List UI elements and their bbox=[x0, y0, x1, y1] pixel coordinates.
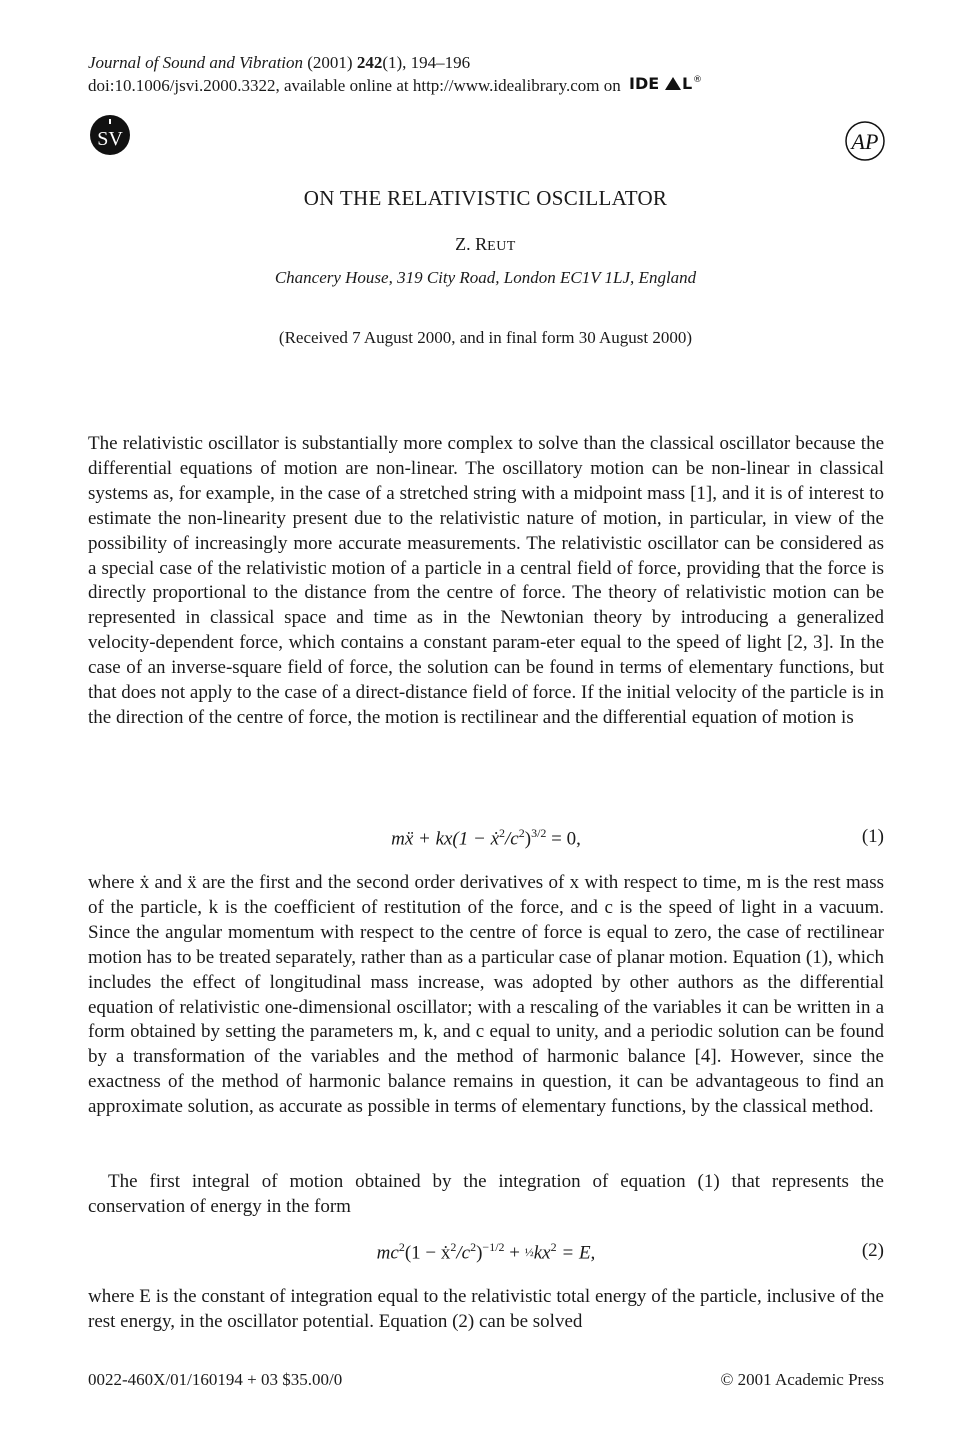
ideal-logo-text-right: L bbox=[681, 74, 693, 93]
paragraph-4: where E is the constant of integration equal to the relativistic total energy of the particle, inclusive of the rest energy, in the oscillator potential. Equation (2) can be solved bbox=[88, 1286, 884, 1332]
ideal-logo-text-left: IDE bbox=[628, 74, 660, 93]
journal-citation bbox=[88, 52, 470, 73]
sv-logo-letters: SV bbox=[97, 128, 123, 150]
author-initial: Z. R bbox=[455, 234, 488, 254]
author-surname: EUT bbox=[487, 239, 516, 254]
article-title: ON THE RELATIVISTIC OSCILLATOR bbox=[303, 186, 668, 210]
equation-1 bbox=[88, 826, 884, 852]
paragraph-2: where ẋ and ẍ are the first and the second order derivatives of x with respect to time, m is the rest mass of the particle, k is the coefficient of restitution of the force, and c is the speed of light in a vacuum. Since the angular momentum with respect to the centre of force is equal to zero, the case of rectilinear motion has to be treated separately, rather than as a particular case of planar motion. Equation (1), which includes the effect of longitudinal mass increase, was adopted by other authors as the differential equation of relativistic one-dimensional oscillator; with a rescaling of the variables it can be written in a form obtained by setting the parameters m, k, and c equal to unity, and a periodic solution can be found by a transformation of the variables and the method of harmonic balance [4]. However, since the exactness of the method of harmonic balance remains in question, it can be advantageous to find an approximate solution, as accurate as possible in terms of elementary functions, by the classical method. bbox=[88, 872, 884, 1118]
received-dates: (Received 7 August 2000, and in final form 30 August 2000) bbox=[278, 328, 693, 347]
paragraph-1: The relativistic oscillator is substantially more complex to solve than the classical oscillator because the differential equations of motion are non-linear. The oscillatory motion can be non-linear in classical systems as, for example, in the case of a stretched string with a midpoint mass [1], and it is of interest to estimate the non-linearity present due to the relativistic nature of motion, in particular, in view of the possibility of increasingly more accurate measurements. The relativistic oscillator can be considered as a special case of the relativistic motion of a particle in a central field of force, providing that the force is directly proportional to the distance from the centre of force. The theory of relativistic motion can be represented in classical space and time as in the Newtonian theory by introducing a generalized velocity-dependent force, which contains a constant param-eter equal to the speed of light [2, 3]. In the case of an inverse-square field of force, the solution can be found in terms of elementary functions, but that does not apply to the case of a direct-distance field of force. If the initial velocity of the particle is in the direction of the centre of force, the motion is rectilinear and the differential equation of motion is bbox=[88, 433, 884, 728]
journal-name: Journal of Sound and Vibration bbox=[88, 53, 304, 72]
ideal-logo-triangle bbox=[665, 77, 681, 90]
ap-logo bbox=[844, 120, 886, 162]
paragraph-3: The first integral of motion obtained by the integration of equation (1) that represents the conservation of energy in the form bbox=[88, 1171, 884, 1217]
affiliation-text: Chancery House, 319 City Road, London EC1V 1LJ, England bbox=[274, 268, 697, 287]
footer-copyright: © 2001 Academic Press bbox=[720, 1370, 884, 1389]
author-name bbox=[0, 234, 971, 255]
footer-issn: 0022-460X/01/160194 + 03 $35.00/0 bbox=[88, 1370, 343, 1389]
doi-text: doi:10.1006/jsvi.2000.3322, available online at http://www.idealibrary.com on bbox=[88, 76, 621, 95]
equation-2-number: (2) bbox=[861, 1240, 884, 1261]
ideal-logo-registered: ® bbox=[692, 75, 702, 85]
journal-volume: 242 bbox=[356, 53, 383, 72]
ideal-logo bbox=[629, 73, 703, 98]
journal-issue-pages: (1), 194–196 bbox=[382, 53, 471, 72]
sv-logo bbox=[89, 114, 131, 156]
ap-logo-letters: AP bbox=[851, 129, 879, 154]
equation-2-body: $mc^2(1$ − $ẋ^2/c^2)^{-1/2}$ + $\frac{1}{2}kx^2 = E$, bbox=[376, 1240, 596, 1264]
equation-2 bbox=[88, 1240, 884, 1266]
equation-1-number: (1) bbox=[861, 826, 884, 847]
author-affiliation bbox=[0, 268, 971, 288]
journal-year: (2001) bbox=[307, 53, 353, 72]
equation-1-body: mẍ + $kx(1 - ẋ^2/c^2)^{3/2} = 0$, bbox=[391, 826, 581, 850]
doi-line bbox=[88, 73, 703, 98]
